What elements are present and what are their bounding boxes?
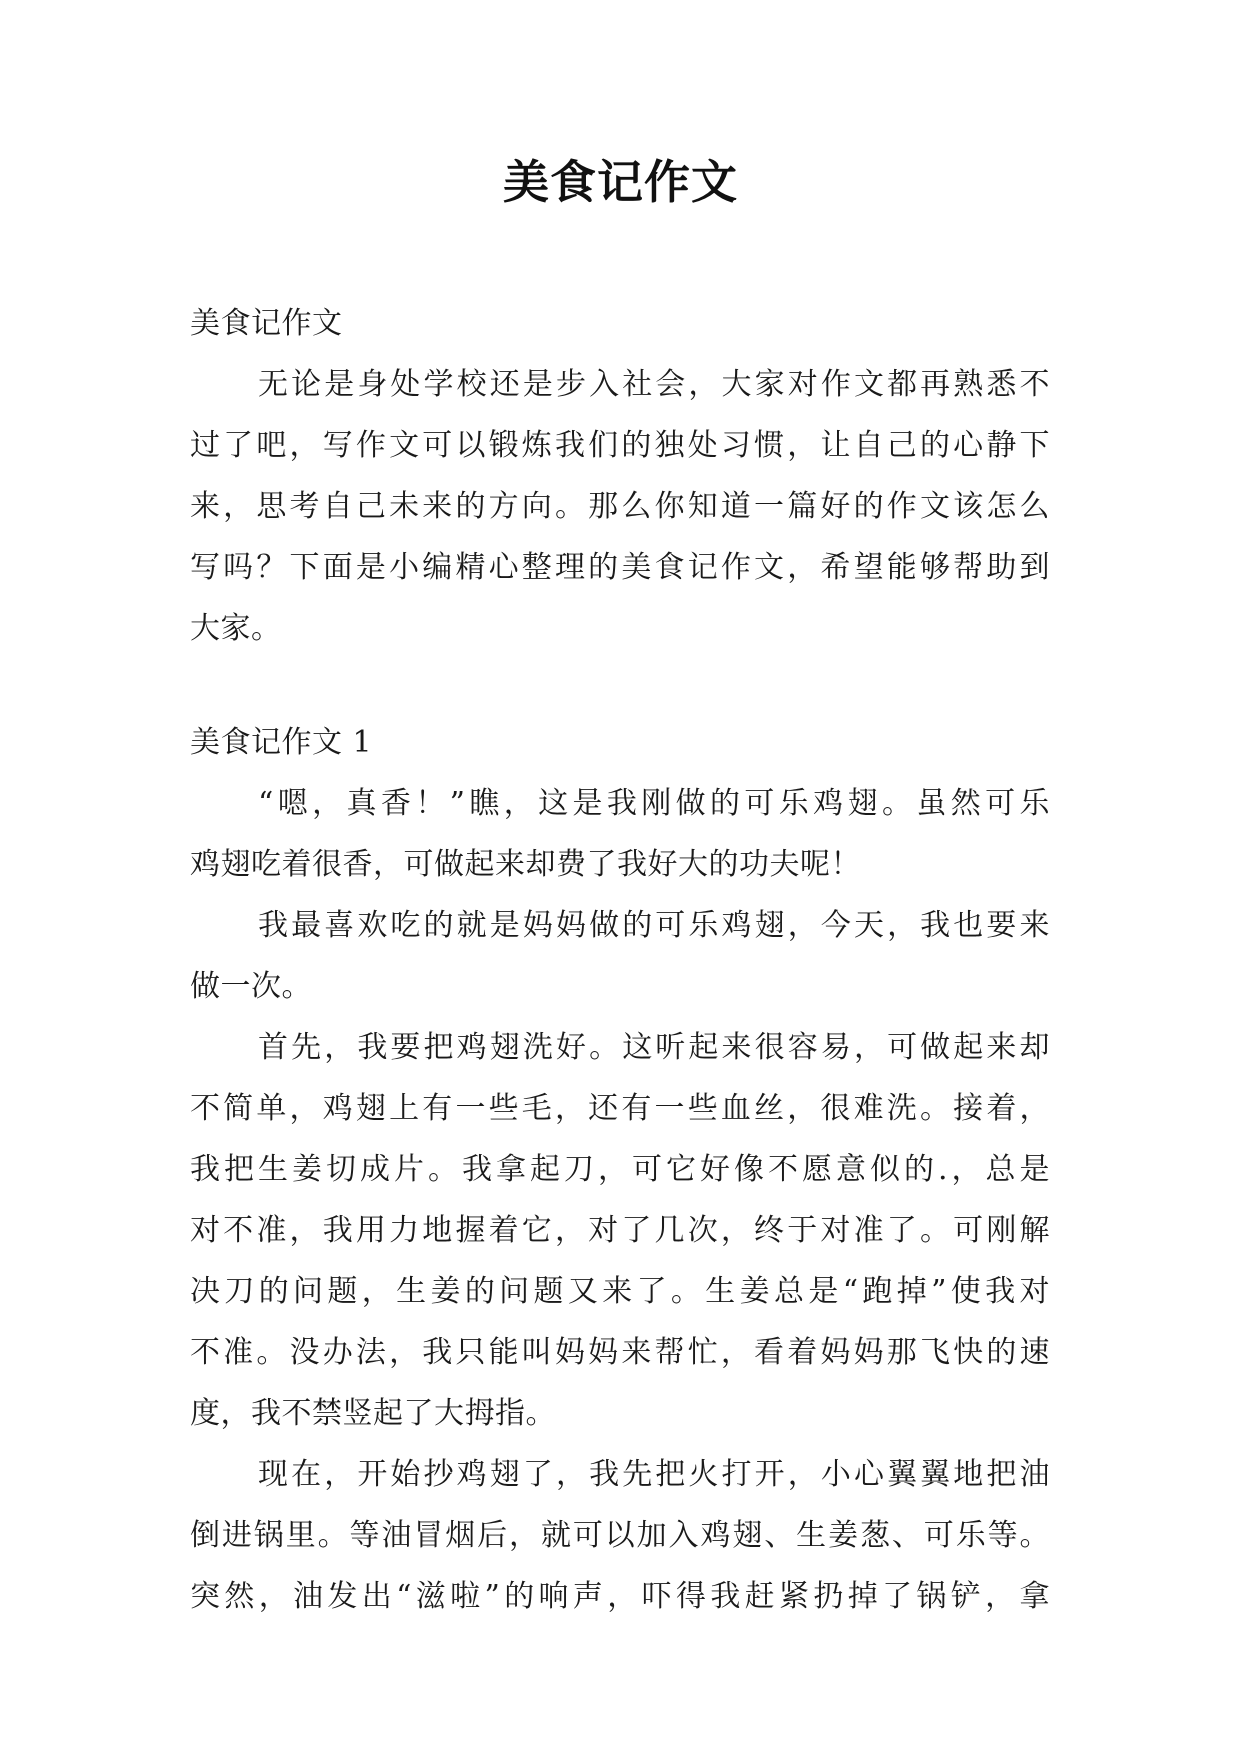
essay1-line: 决刀的问题，生姜的问题又来了。生姜总是“跑掉”使我对 <box>190 1274 1050 1309</box>
intro-line: 无论是身处学校还是步入社会，大家对作文都再熟悉不 <box>258 367 1050 402</box>
intro-heading: 美食记作文 <box>190 306 343 341</box>
essay1-line: 我最喜欢吃的就是妈妈做的可乐鸡翅，今天，我也要来 <box>258 908 1050 943</box>
intro-line: 写吗？下面是小编精心整理的美食记作文，希望能够帮助到 <box>190 550 1050 585</box>
essay1-line: 不准。没办法，我只能叫妈妈来帮忙，看着妈妈那飞快的速 <box>190 1335 1050 1370</box>
document-body <box>190 293 1050 1627</box>
paragraph-spacer <box>190 659 1050 712</box>
essay1-line: 现在，开始抄鸡翅了，我先把火打开，小心翼翼地把油 <box>258 1457 1050 1492</box>
essay1-line: 做一次。 <box>190 969 312 1004</box>
essay1-line: “嗯，真香！”瞧，这是我刚做的可乐鸡翅。虽然可乐 <box>258 786 1050 821</box>
intro-line: 来，思考自己未来的方向。那么你知道一篇好的作文该怎么 <box>190 489 1050 524</box>
intro-line: 大家。 <box>190 611 282 646</box>
essay1-line: 鸡翅吃着很香，可做起来却费了我好大的功夫呢！ <box>190 847 861 882</box>
essay1-line: 倒进锅里。等油冒烟后，就可以加入鸡翅、生姜葱、可乐等。 <box>190 1518 1050 1553</box>
document-title: 美食记作文 <box>503 155 738 209</box>
essay1-line: 度，我不禁竖起了大拇指。 <box>190 1396 556 1431</box>
essay1-line: 首先，我要把鸡翅洗好。这听起来很容易，可做起来却 <box>258 1030 1050 1065</box>
essay1-line: 对不准，我用力地握着它，对了几次，终于对准了。可刚解 <box>190 1213 1050 1248</box>
intro-line: 过了吧，写作文可以锻炼我们的独处习惯，让自己的心静下 <box>190 428 1050 463</box>
essay1-line: 突然，油发出“滋啦”的响声，吓得我赶紧扔掉了锅铲，拿 <box>190 1579 1050 1614</box>
essay1-line: 我把生姜切成片。我拿起刀，可它好像不愿意似的.，总是 <box>190 1152 1050 1187</box>
essay1-heading: 美食记作文 1 <box>190 725 373 760</box>
essay1-line: 不简单，鸡翅上有一些毛，还有一些血丝，很难洗。接着， <box>190 1091 1050 1126</box>
